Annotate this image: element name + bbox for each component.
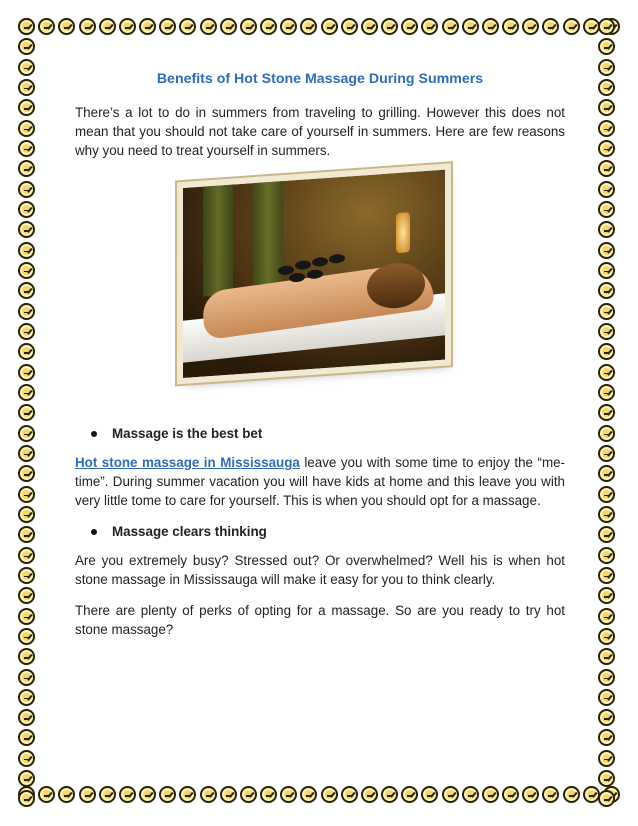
clock-icon (159, 786, 176, 803)
clock-icon (361, 786, 378, 803)
clock-icon (300, 786, 317, 803)
clock-icon (18, 709, 35, 726)
clock-icon (99, 786, 116, 803)
clock-icon (220, 18, 237, 35)
clock-icon (18, 608, 35, 625)
clock-icon (18, 547, 35, 564)
clock-icon (442, 18, 459, 35)
clock-icon (598, 404, 615, 421)
clock-icon (442, 786, 459, 803)
clock-icon (38, 18, 55, 35)
clock-icon (598, 99, 615, 116)
clock-icon (18, 303, 35, 320)
clock-icon (18, 628, 35, 645)
clock-icon (598, 669, 615, 686)
clock-icon (220, 786, 237, 803)
page-title: Benefits of Hot Stone Massage During Summers (156, 71, 484, 87)
clock-icon (159, 18, 176, 35)
clock-icon (341, 786, 358, 803)
clock-icon (280, 786, 297, 803)
clock-icon (522, 786, 539, 803)
clock-icon (18, 465, 35, 482)
clock-icon (598, 384, 615, 401)
clock-icon (401, 786, 418, 803)
clock-icon (18, 648, 35, 665)
clock-icon (18, 587, 35, 604)
clock-icon (381, 786, 398, 803)
clock-icon (482, 18, 499, 35)
clock-icon (598, 323, 615, 340)
clock-icon (598, 181, 615, 198)
paragraph-text: leave you with some time to enjoy the “me-time”. During summer vacation you will have kids at home and this leave you with very little tome to care for yourself. This is when you should opt for a massage. (75, 455, 565, 508)
clock-icon (18, 770, 35, 787)
clock-icon (401, 18, 418, 35)
clock-icon (598, 486, 615, 503)
clock-icon (598, 547, 615, 564)
clock-icon (598, 303, 615, 320)
border-bottom (18, 786, 620, 808)
clock-icon (119, 18, 136, 35)
clock-icon (598, 465, 615, 482)
clock-icon (598, 425, 615, 442)
clock-icon (18, 59, 35, 76)
clock-icon (598, 18, 615, 35)
clock-icon (18, 689, 35, 706)
clock-icon (598, 709, 615, 726)
paragraph-closing: There are plenty of perks of opting for a massage. So are you ready to try hot stone massage? (75, 603, 565, 637)
border-right (598, 18, 620, 808)
clock-icon (542, 786, 559, 803)
clock-icon (598, 221, 615, 238)
clock-icon (598, 506, 615, 523)
clock-icon (598, 38, 615, 55)
clock-icon (18, 323, 35, 340)
clock-icon (598, 567, 615, 584)
clock-icon (462, 786, 479, 803)
clock-icon (18, 364, 35, 381)
clock-icon (18, 262, 35, 279)
clock-icon (79, 786, 96, 803)
clock-icon (598, 262, 615, 279)
bullet-item-clears-thinking (91, 522, 565, 541)
clock-icon (139, 786, 156, 803)
clock-icon (598, 242, 615, 259)
clock-icon (260, 786, 277, 803)
clock-icon (18, 140, 35, 157)
clock-icon (58, 18, 75, 35)
clock-icon (598, 59, 615, 76)
clock-icon (321, 786, 338, 803)
clock-icon (139, 18, 156, 35)
clock-icon (598, 729, 615, 746)
clock-icon (18, 181, 35, 198)
clock-icon (598, 526, 615, 543)
clock-icon (58, 786, 75, 803)
clock-icon (280, 18, 297, 35)
border-left (18, 18, 40, 808)
clock-icon (361, 18, 378, 35)
clock-icon (321, 18, 338, 35)
clock-icon (598, 790, 615, 807)
clock-icon (18, 526, 35, 543)
clock-icon (18, 221, 35, 238)
clock-icon (563, 786, 580, 803)
clock-icon (18, 425, 35, 442)
bullet-item-best-bet (91, 424, 565, 443)
clock-icon (421, 18, 438, 35)
clock-icon (18, 384, 35, 401)
clock-icon (598, 587, 615, 604)
clock-icon (18, 750, 35, 767)
hot-stone-massage-link[interactable]: Hot stone massage in Mississauga (75, 455, 300, 470)
clock-icon (598, 160, 615, 177)
clock-icon (598, 770, 615, 787)
border-top (18, 18, 620, 40)
clock-icon (563, 18, 580, 35)
clock-icon (99, 18, 116, 35)
paragraph-best-bet (75, 453, 565, 510)
clock-icon (18, 790, 35, 807)
clock-icon (18, 343, 35, 360)
massage-photo (183, 170, 445, 378)
clock-icon (421, 786, 438, 803)
clock-icon (18, 79, 35, 96)
clock-icon (300, 18, 317, 35)
clock-icon (502, 786, 519, 803)
clock-icon (598, 648, 615, 665)
clock-icon (598, 140, 615, 157)
clock-icon (598, 445, 615, 462)
clock-icon (598, 689, 615, 706)
clock-icon (598, 79, 615, 96)
bullet-label: Massage clears thinking (112, 524, 267, 539)
clock-icon (18, 120, 35, 137)
clock-icon (482, 786, 499, 803)
clock-icon (18, 18, 35, 35)
clock-icon (18, 282, 35, 299)
clock-icon (260, 18, 277, 35)
clock-icon (240, 786, 257, 803)
clock-icon (598, 608, 615, 625)
clock-icon (18, 506, 35, 523)
clock-icon (598, 282, 615, 299)
clock-icon (119, 786, 136, 803)
clock-icon (18, 99, 35, 116)
clock-icon (240, 18, 257, 35)
clock-icon (18, 567, 35, 584)
clock-icon (381, 18, 398, 35)
clock-icon (18, 404, 35, 421)
clock-icon (179, 786, 196, 803)
bullet-label: Massage is the best bet (112, 426, 263, 441)
clock-icon (18, 669, 35, 686)
clock-icon (341, 18, 358, 35)
clock-icon (598, 201, 615, 218)
clock-icon (200, 786, 217, 803)
document-body-lower (75, 424, 565, 651)
clock-icon (18, 445, 35, 462)
clock-icon (502, 18, 519, 35)
clock-icon (542, 18, 559, 35)
document-body (75, 70, 565, 172)
clock-icon (598, 343, 615, 360)
clock-icon (598, 628, 615, 645)
clock-icon (462, 18, 479, 35)
clock-icon (18, 486, 35, 503)
clock-icon (18, 201, 35, 218)
clock-icon (598, 120, 615, 137)
clock-icon (38, 786, 55, 803)
clock-icon (18, 242, 35, 259)
clock-icon (18, 160, 35, 177)
bullet-dot-icon (91, 431, 97, 437)
clock-icon (79, 18, 96, 35)
clock-icon (598, 364, 615, 381)
clock-icon (200, 18, 217, 35)
clock-icon (522, 18, 539, 35)
clock-icon (18, 729, 35, 746)
intro-paragraph: There’s a lot to do in summers from traveling to grilling. However this does not mean that you should not take care of yourself in summers. Here are few reasons why you need to treat yourself in summers. (75, 105, 565, 158)
bullet-dot-icon (91, 529, 97, 535)
clock-icon (598, 750, 615, 767)
clock-icon (18, 38, 35, 55)
clock-icon (179, 18, 196, 35)
paragraph-clears-thinking: Are you extremely busy? Stressed out? Or overwhelmed? Well his is when hot stone massage in Mississauga will make it easy for you to think clearly. (75, 553, 565, 587)
